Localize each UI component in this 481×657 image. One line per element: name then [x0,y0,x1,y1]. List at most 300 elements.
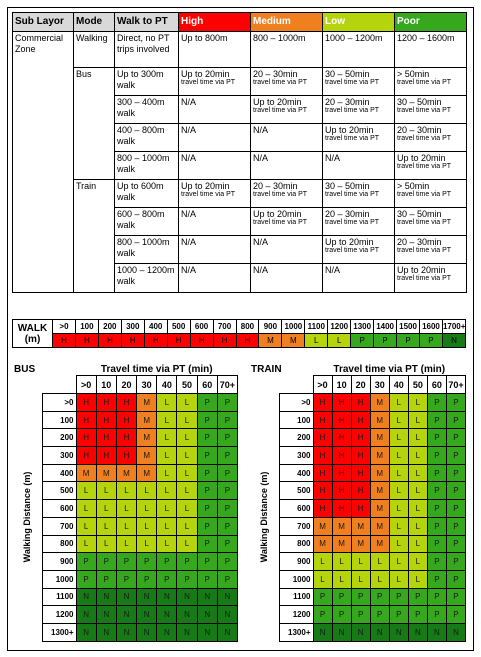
walk-distance-9: 900 [259,320,282,334]
walk-distance-14: 1400 [374,320,397,334]
bus_matrix-cell: N [157,606,177,624]
bus-high-cell [179,124,251,152]
train_matrix-row-header: 700 [279,517,313,535]
train_matrix-row-header: 1000 [279,570,313,588]
travel-time-note: travel time via PT [397,135,452,142]
bus_matrix-cell: M [137,464,157,482]
bus_matrix-cell: N [177,623,197,641]
travel-time-note: travel time via PT [325,107,380,114]
bus_matrix-cell: M [76,464,96,482]
bus_matrix-cell: P [197,447,217,465]
train_matrix-cell: L [389,464,408,482]
train_matrix-cell: P [427,606,446,624]
bus_matrix-cell: N [177,588,197,606]
train_matrix-row [249,464,466,482]
bus_matrix-cell: P [217,500,237,518]
bus_matrix-cell: N [217,588,237,606]
train_matrix-cell: M [370,464,389,482]
walk-rating-13: P [351,334,374,348]
header-walk: Walk to PT [115,13,179,32]
train_matrix-col-header: 60 [427,376,446,394]
train_matrix-row-header: 900 [279,553,313,571]
train_matrix-cell: H [351,411,370,429]
train_matrix-cell: P [446,588,465,606]
bus_matrix-cell: P [197,464,217,482]
train-high-cell [179,236,251,264]
bus-poor-cell [395,124,467,152]
bus_matrix-cell: P [217,482,237,500]
bus-row [13,68,467,96]
bus_matrix-row-header: 400 [42,464,76,482]
walking-walk: Direct, no PT trips involved [115,32,179,68]
bus_matrix-col-header: 60 [197,376,217,394]
travel-time-note: travel time via PT [253,191,308,198]
train_matrix-cell: H [351,394,370,412]
bus_matrix-cell: P [197,535,217,553]
train_matrix-row [249,570,466,588]
walk-rating-10: M [282,334,305,348]
bus_matrix-cell: M [96,464,116,482]
travel-time-value: 20 – 30min [397,237,442,247]
bus_matrix-cell: H [96,447,116,465]
train_matrix-cell: H [332,500,351,518]
train-walk-distance: 600 – 800m walk [115,208,179,236]
bus_matrix-cell: L [116,535,136,553]
bus_matrix-cell: L [157,517,177,535]
bus_matrix-cell: L [137,500,157,518]
bus_matrix-col-header: 70+ [217,376,237,394]
accessibility-criteria-table [12,12,467,293]
bus_matrix-cell: L [157,535,177,553]
train_matrix-cell: H [313,429,332,447]
train_matrix-row [249,606,466,624]
travel-time-note: travel time via PT [181,79,236,86]
train_matrix-row-header: >0 [279,394,313,412]
walk-rating-14: P [374,334,397,348]
train_matrix-cell: P [332,606,351,624]
train_matrix-cell: M [370,429,389,447]
bus_matrix-cell: M [137,394,157,412]
train-high-cell [179,208,251,236]
bus_matrix-cell: L [137,517,157,535]
train_matrix-cell: L [313,570,332,588]
train_matrix-cell: H [332,394,351,412]
bus_matrix-cell: L [116,517,136,535]
bus_matrix-y-axis [12,394,42,642]
walk-rating-15: P [397,334,420,348]
train-row [13,180,467,208]
train_matrix-col-header: 30 [370,376,389,394]
train-low-cell [323,236,395,264]
corner-blank [12,376,76,394]
bus-poor-cell [395,96,467,124]
train_matrix-cell: P [427,394,446,412]
travel-time-value: N/A [181,265,197,275]
train_matrix-cell: N [332,623,351,641]
bus_matrix-row-header: 1200 [42,606,76,624]
travel-time-note: travel time via PT [325,135,380,142]
bus_matrix-cell: P [177,553,197,571]
train_matrix-cell: P [408,606,427,624]
train_matrix-row [249,623,466,641]
bus_matrix-cell: H [116,429,136,447]
travel-time-value: N/A [253,153,269,163]
train_matrix-cell: L [408,553,427,571]
train_matrix-row [249,500,466,518]
walk-rating-7: H [213,334,236,348]
train_matrix-cell: N [370,623,389,641]
train-low-cell [323,208,395,236]
train_matrix-cell: L [389,535,408,553]
bus_matrix-cell: L [157,429,177,447]
train_matrix-cell: H [332,429,351,447]
bus_matrix-row-header: >0 [42,394,76,412]
bus_matrix-cell: P [217,394,237,412]
bus_matrix-cell: N [116,623,136,641]
bus_matrix-cell: N [116,606,136,624]
bus_matrix-cell: N [197,606,217,624]
train_matrix-cell: P [351,606,370,624]
bus_matrix-cell: L [157,447,177,465]
train_matrix-row [249,588,466,606]
train_matrix-cell: P [389,606,408,624]
bus_matrix-cell: H [76,447,96,465]
train-poor-cell [395,180,467,208]
travel-time-value: N/A [181,153,197,163]
travel-time-value: N/A [181,97,197,107]
header-high: High [179,13,251,32]
bus_matrix-cell: L [177,464,197,482]
travel-time-value: 30 – 50min [397,97,442,107]
travel-time-value: N/A [253,237,269,247]
bus_matrix-row [12,394,238,412]
travel-time-note: travel time via PT [325,219,380,226]
bus_matrix-cell: L [76,535,96,553]
train_matrix-cell: H [313,411,332,429]
header-sub-layer: Sub Layor [13,13,74,32]
bus_matrix-cell: N [116,588,136,606]
train_matrix-cell: P [389,588,408,606]
bus_matrix-col-header: 40 [157,376,177,394]
walk-rating-4: H [144,334,167,348]
train_matrix-title: TRAIN [251,364,282,376]
bus_matrix-cell: N [76,588,96,606]
bus_matrix-cell: P [217,535,237,553]
train_matrix-cell: M [332,535,351,553]
bus-poor-cell [395,152,467,180]
walk-distance-12: 1200 [328,320,351,334]
walking-medium: 800 – 1000m [251,32,323,68]
train_matrix-row [249,482,466,500]
train-high-cell [179,180,251,208]
train-low-cell [323,264,395,293]
travel-time-note: travel time via PT [397,79,452,86]
travel-time-note: travel time via PT [325,79,380,86]
bus_matrix-cell: H [76,411,96,429]
bus_matrix-cell: M [116,464,136,482]
train_matrix-cell: P [427,482,446,500]
train_matrix-cell: P [427,500,446,518]
walk-distance-7: 700 [213,320,236,334]
header-row [13,13,467,32]
bus_matrix-row [12,553,238,571]
train_matrix-cell: P [427,464,446,482]
bus_matrix-row [12,429,238,447]
walking-row [13,32,467,68]
bus_matrix-cell: P [217,447,237,465]
train_matrix-row-header: 800 [279,535,313,553]
travel-time-value: 30 – 50min [325,69,370,79]
train_matrix-cell: H [313,447,332,465]
bus_matrix-title: BUS [14,364,36,376]
bus_matrix-row [12,623,238,641]
bus_matrix-row-header: 300 [42,447,76,465]
train_matrix-row-header: 200 [279,429,313,447]
train-medium-cell [251,208,323,236]
train_matrix-cell: H [313,394,332,412]
train_matrix-cell: M [313,535,332,553]
walk-rating-6: H [190,334,213,348]
train_matrix-cell: H [332,447,351,465]
bus_matrix-cell: P [197,553,217,571]
train_matrix-column-header-row [249,376,466,394]
bus_matrix-cell: L [157,500,177,518]
bus_matrix-row-header: 600 [42,500,76,518]
train_matrix-col-header: 20 [351,376,370,394]
travel-time-value: 30 – 50min [397,209,442,219]
train_matrix-cell: H [351,429,370,447]
bus-medium-cell [251,96,323,124]
train-high-cell [179,264,251,293]
bus-poor-cell [395,68,467,96]
bus_matrix-row-header: 100 [42,411,76,429]
bus_matrix-cell: L [76,482,96,500]
train_matrix-cell: P [446,447,465,465]
walk-rating-11: L [305,334,328,348]
train-low-cell [323,180,395,208]
train_matrix-row-header: 100 [279,411,313,429]
train_matrix-row-header: 600 [279,500,313,518]
bus_matrix-cell: N [217,623,237,641]
bus_matrix-row-header: 1300+ [42,623,76,641]
bus_matrix-cell: P [217,517,237,535]
train_matrix-cell: M [332,517,351,535]
bus_matrix-cell: L [76,500,96,518]
bus_matrix-cell: M [137,429,157,447]
train_matrix-row-header: 1100 [279,588,313,606]
bus-low-cell [323,96,395,124]
train_matrix-cell: L [370,570,389,588]
train_matrix-row-header: 1300+ [279,623,313,641]
travel-time-note: travel time via PT [397,163,452,170]
bus_matrix-cell: L [116,482,136,500]
train_matrix-cell: L [389,394,408,412]
walk-rating-17: N [442,334,465,348]
bus_matrix-cell: H [116,411,136,429]
bus-high-cell [179,68,251,96]
train-poor-cell [395,236,467,264]
walk-distance-17: 1700+ [442,320,465,334]
train_matrix-cell: N [446,623,465,641]
train_matrix-cell: P [446,553,465,571]
travel-time-value: N/A [253,125,269,135]
bus-high-cell [179,152,251,180]
bus-walk-distance: 800 – 1000m walk [115,152,179,180]
travel-time-value: 20 – 30min [253,181,298,191]
bus_matrix-cell: L [157,482,177,500]
train_matrix-cell: H [313,500,332,518]
bus_matrix-cell: P [197,570,217,588]
travel-time-value: N/A [181,125,197,135]
bus_matrix-cell: P [137,570,157,588]
train-medium-cell [251,236,323,264]
bus_matrix-col-header: 30 [137,376,157,394]
walk-distance-row [13,320,466,334]
bus_matrix-cell: N [197,623,217,641]
bus_matrix-row [12,464,238,482]
train_matrix-cell: P [427,535,446,553]
train_matrix-cell: M [370,447,389,465]
bus_matrix-cell: P [197,394,217,412]
bus_matrix-cell: N [96,606,116,624]
train_matrix-cell: P [446,517,465,535]
train_matrix-y-title: Walking Distance (m) [258,471,269,563]
walk-distance-16: 1600 [420,320,443,334]
train_matrix-cell: P [370,588,389,606]
travel-time-value: Up to 20min [253,209,302,219]
train_matrix-cell: H [313,464,332,482]
bus_matrix-cell: N [137,623,157,641]
bus_matrix-row-header: 700 [42,517,76,535]
travel-time-value: Up to 20min [181,69,230,79]
bus_matrix-row [12,500,238,518]
travel-time-note: travel time via PT [253,79,308,86]
travel-time-value: N/A [325,265,341,275]
bus_matrix-cell: P [217,464,237,482]
bus-matrix [12,364,238,642]
train_matrix-cell: L [389,429,408,447]
train_matrix-cell: P [446,500,465,518]
bus_matrix-cell: M [137,411,157,429]
walk-title: WALK [17,322,48,334]
train_matrix-cell: L [332,570,351,588]
train-poor-cell [395,208,467,236]
train_matrix-cell: P [427,411,446,429]
train-poor-cell [395,264,467,293]
train_matrix-cell: H [332,464,351,482]
bus_matrix-row [12,517,238,535]
travel-time-value: Up to 20min [253,97,302,107]
bus_matrix-cell: P [197,517,217,535]
bus_matrix-cell: H [76,394,96,412]
train_matrix-cell: L [389,482,408,500]
bus_matrix-cell: H [116,394,136,412]
train_matrix-cell: H [351,482,370,500]
travel-time-value: N/A [325,153,341,163]
train_matrix-cell: L [313,553,332,571]
train_matrix-cell: N [351,623,370,641]
travel-time-value: 20 – 30min [325,209,370,219]
train_matrix-cell: P [427,429,446,447]
bus_matrix-row [12,482,238,500]
bus_matrix-row-header: 200 [42,429,76,447]
train_matrix-cell: H [313,482,332,500]
bus_matrix-row [12,411,238,429]
train_matrix-cell: L [351,570,370,588]
bus_matrix-cell: P [96,553,116,571]
train_matrix-cell: P [446,482,465,500]
bus_matrix-cell: L [76,517,96,535]
bus_matrix-cell: L [137,482,157,500]
bus_matrix-col-header: 10 [96,376,116,394]
bus_matrix-cell: H [96,394,116,412]
train_matrix-row-header: 1200 [279,606,313,624]
walk-distance-2: 200 [98,320,121,334]
bus-walk-distance: 300 – 400m walk [115,96,179,124]
train_matrix-cell: L [408,394,427,412]
train_matrix-cell: L [408,570,427,588]
walk-rating-9: M [259,334,282,348]
train_matrix-col-header: 50 [408,376,427,394]
travel-time-value: Up to 20min [325,237,374,247]
travel-time-value: Up to 20min [397,153,446,163]
train_matrix-row [249,429,466,447]
train_matrix-cell: L [332,553,351,571]
train_matrix-cell: M [370,411,389,429]
mode-bus: Bus [74,68,115,180]
train_matrix-col-header: 10 [332,376,351,394]
bus_matrix-cell: N [177,606,197,624]
walk-distance-3: 300 [121,320,144,334]
train_matrix-axis-title: Travel time via PT (min) [333,364,446,375]
train_matrix-row [249,553,466,571]
bus_matrix-cell: N [96,623,116,641]
bus_matrix-cell: L [177,447,197,465]
train_matrix-cell: L [408,500,427,518]
train_matrix-row-header: 300 [279,447,313,465]
walk-label [13,320,53,348]
train_matrix-cell: P [427,517,446,535]
train_matrix-cell: P [427,570,446,588]
train_matrix-cell: L [389,447,408,465]
train_matrix-row [249,535,466,553]
bus_matrix-row [12,570,238,588]
travel-time-note: travel time via PT [397,219,452,226]
train_matrix-cell: P [313,606,332,624]
train_matrix-cell: L [408,447,427,465]
train_matrix-cell: L [408,517,427,535]
travel-time-value: 20 – 30min [397,125,442,135]
bus_matrix-cell: N [96,588,116,606]
header-poor: Poor [395,13,467,32]
train_matrix-row [249,517,466,535]
bus_matrix-cell: L [177,429,197,447]
walking-high: Up to 800m [179,32,251,68]
travel-time-value: 30 – 50min [325,181,370,191]
train-medium-cell [251,180,323,208]
train_matrix-cell: P [408,588,427,606]
header-mode: Mode [74,13,115,32]
bus_matrix-cell: N [76,606,96,624]
bus_matrix-cell: P [217,429,237,447]
bus_matrix-cell: L [177,394,197,412]
bus_matrix-cell: L [157,464,177,482]
train_matrix-cell: M [351,535,370,553]
bus_matrix-cell: P [96,570,116,588]
train_matrix-cell: P [446,570,465,588]
train_matrix-cell: M [370,500,389,518]
travel-time-note: travel time via PT [397,275,452,282]
